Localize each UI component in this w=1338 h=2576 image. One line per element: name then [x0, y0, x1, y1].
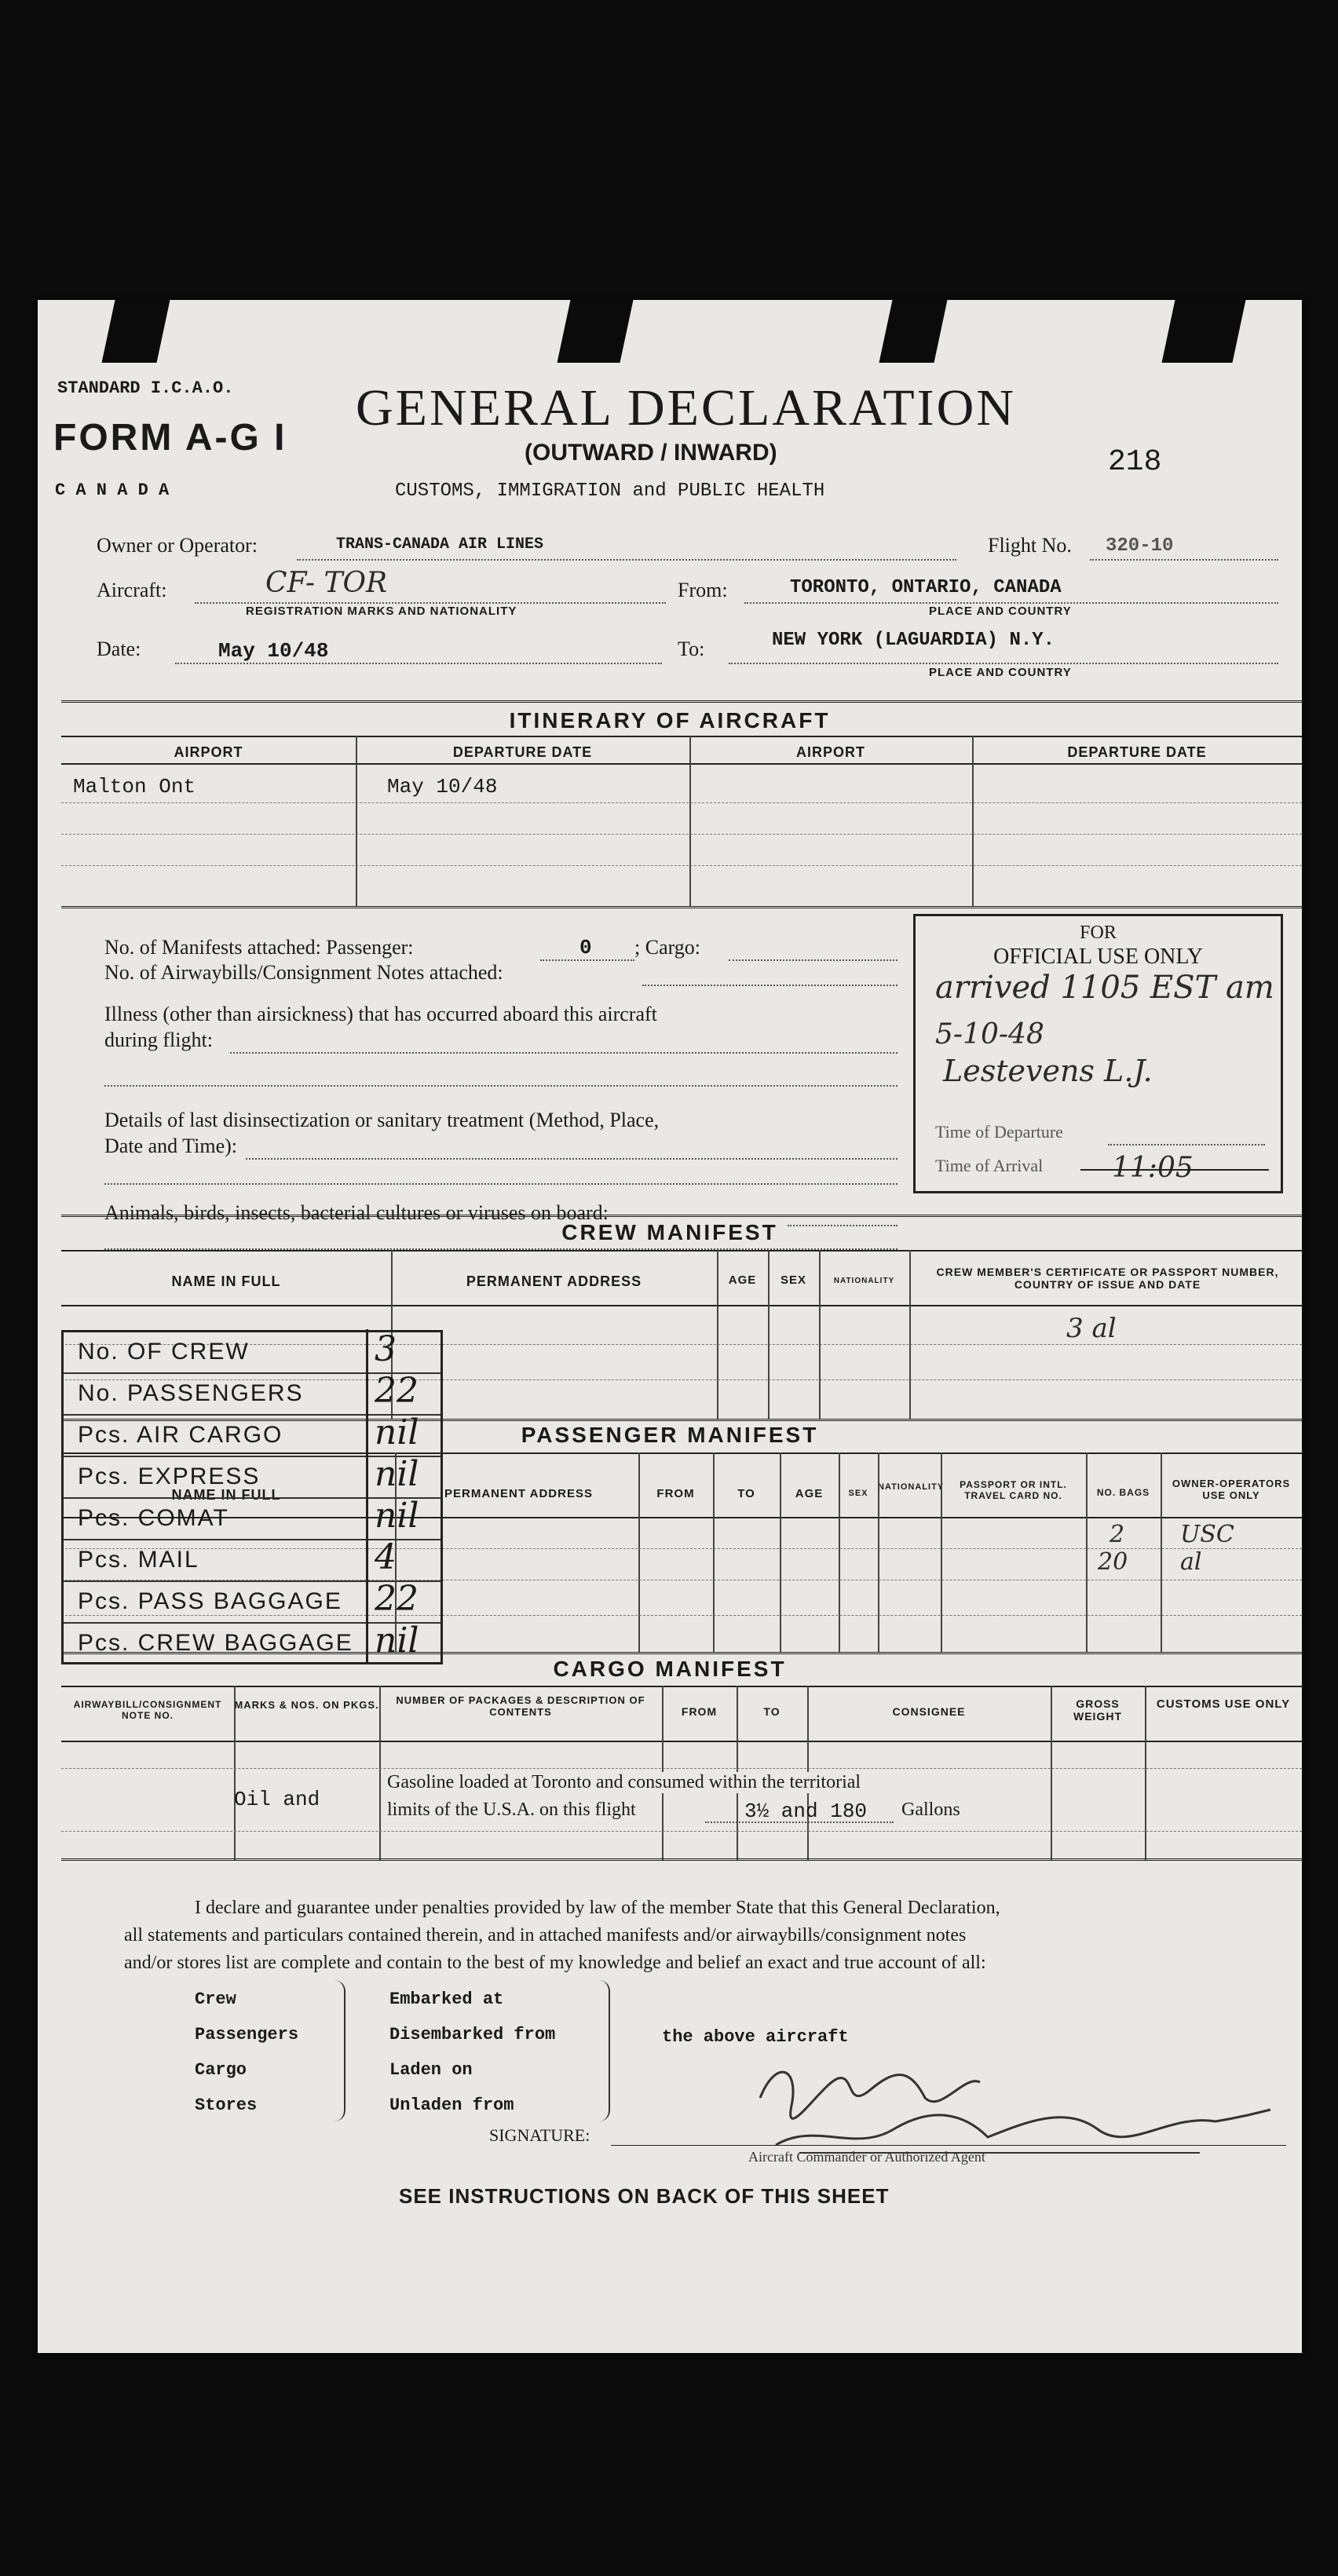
page-title: GENERAL DECLARATION	[356, 379, 1016, 437]
column-divider	[941, 1452, 942, 1653]
declaration-line-3: and/or stores list are complete and contain to the best of my knowledge and belief an exact and true account of all:	[124, 1953, 986, 1973]
cargo-manifest-title: CARGO MANIFEST	[553, 1657, 787, 1681]
stamp-value: nil	[366, 1454, 437, 1496]
crew-header-sex: SEX	[780, 1273, 806, 1287]
column-divider	[1051, 1686, 1052, 1860]
stamp-row	[64, 1329, 441, 1374]
declaration-crew: Crew	[195, 1990, 236, 2009]
aircraft-label: Aircraft:	[97, 579, 167, 601]
illness-label: Illness (other than airsickness) that has occurred aboard this aircraft	[104, 1003, 657, 1025]
departure-time-label: Time of Departure	[935, 1122, 1063, 1142]
signature-label: SIGNATURE:	[489, 2125, 590, 2145]
declaration-disembarked: Disembarked from	[389, 2025, 556, 2044]
cargo-header-gross-weight: GROSS WEIGHT	[1073, 1697, 1122, 1723]
cargo-oil-and: Oil and	[234, 1788, 320, 1811]
column-divider	[1086, 1452, 1088, 1653]
crew-manifest-title: CREW MANIFEST	[561, 1220, 778, 1244]
passenger-owner-2: al	[1180, 1548, 1202, 1576]
stamp-value: 4	[366, 1537, 437, 1580]
column-divider	[379, 1686, 381, 1860]
cargo-header-from: FROM	[681, 1705, 718, 1718]
count-stamp	[61, 1330, 443, 1664]
to-value: NEW YORK (LAGUARDIA) N.Y.	[772, 630, 1055, 651]
declaration-col-2	[389, 1982, 555, 2123]
stamp-value: nil	[366, 1412, 437, 1455]
owner-value: TRANS-CANADA AIR LINES	[336, 535, 544, 554]
column-divider	[839, 1452, 840, 1653]
place-caption: PLACE AND COUNTRY	[929, 605, 1072, 618]
official-handwriting-date: 5-10-48	[935, 1018, 1044, 1050]
column-divider	[356, 736, 357, 907]
cargo-header-airwaybill: AIRWAYBILL/CONSIGNMENT NOTE NO.	[73, 1699, 222, 1721]
signature-scrawl	[729, 2035, 1278, 2161]
declaration-above-aircraft: the above aircraft	[662, 2027, 849, 2047]
cargo-header-description: NUMBER OF PACKAGES & DESCRIPTION OF CONTENTS	[396, 1694, 645, 1718]
row-line	[61, 1768, 1302, 1769]
fill-line	[705, 1821, 894, 1823]
page-subtitle: (OUTWARD / INWARD)	[525, 440, 777, 466]
manifests-passenger-value: 0	[579, 936, 592, 959]
cargo-header-customs: CUSTOMS USE ONLY	[1156, 1697, 1291, 1711]
passenger-header-address: PERMANENT ADDRESS	[444, 1487, 593, 1500]
stamp-row	[64, 1496, 441, 1540]
column-divider	[234, 1686, 236, 1860]
passenger-bags-2: 20	[1098, 1548, 1128, 1576]
fill-line	[642, 985, 897, 986]
bracket	[599, 1980, 610, 2121]
itinerary-header-airport: AIRPORT	[174, 744, 243, 760]
rule	[61, 1250, 1302, 1251]
registration-caption: REGISTRATION MARKS AND NATIONALITY	[246, 605, 517, 618]
cargo-header-marks: MARKS & NOS. ON PKGS.	[234, 1699, 379, 1711]
passenger-header-name: NAME IN FULL	[171, 1487, 281, 1503]
airwaybills-label: No. of Airwaybills/Consignment Notes attached:	[104, 961, 503, 984]
stamp-label: Pcs. COMAT	[78, 1505, 229, 1531]
stamp-value: nil	[366, 1621, 437, 1663]
fill-line	[1080, 1169, 1269, 1171]
rule	[61, 1652, 1302, 1654]
owner-label: Owner or Operator:	[97, 534, 258, 557]
column-divider	[878, 1452, 879, 1653]
official-handwriting-arrived: arrived 1105 EST am	[935, 970, 1274, 1006]
column-divider	[717, 1250, 718, 1419]
stamp-label: Pcs. AIR CARGO	[78, 1422, 283, 1448]
column-divider	[638, 1452, 640, 1653]
arrival-time-value: 11:05	[1112, 1152, 1194, 1184]
declaration-embarked: Embarked at	[389, 1990, 504, 2009]
declaration-form	[38, 300, 1302, 2353]
animals-label: Animals, birds, insects, bacterial cultures or viruses on board:	[104, 1201, 609, 1224]
aircraft-value: CF- TOR	[265, 567, 388, 599]
stamp-row	[64, 1537, 441, 1582]
rule	[61, 736, 1302, 737]
stamp-value: nil	[366, 1496, 437, 1538]
passenger-header-to: TO	[737, 1487, 755, 1500]
column-divider	[1161, 1452, 1162, 1653]
itinerary-header-departure-2: DEPARTURE DATE	[1067, 744, 1207, 760]
instructions-footer: SEE INSTRUCTIONS ON BACK OF THIS SHEET	[399, 2184, 890, 2208]
declaration-cargo: Cargo	[195, 2060, 247, 2080]
passenger-bags-1: 2	[1110, 1521, 1125, 1548]
from-value: TORONTO, ONTARIO, CANADA	[790, 577, 1062, 598]
passenger-header-owner: OWNER-OPERATORS USE ONLY	[1172, 1478, 1291, 1501]
passenger-header-passport: PASSPORT OR INTL. TRAVEL CARD NO.	[960, 1479, 1067, 1501]
row-line	[61, 834, 1302, 835]
punch-hole	[101, 300, 170, 363]
declaration-line-1: I declare and guarantee under penalties provided by law of the member State that this General Declaration,	[195, 1898, 1000, 1918]
document-number: 218	[1108, 445, 1162, 479]
passenger-manifest-title: PASSENGER MANIFEST	[521, 1423, 819, 1447]
stamp-row	[64, 1579, 441, 1624]
passenger-header-age: AGE	[795, 1487, 824, 1500]
date-label: Date:	[97, 638, 141, 660]
flight-line	[1090, 559, 1278, 561]
punch-hole	[879, 300, 947, 363]
itinerary-header-departure: DEPARTURE DATE	[452, 744, 593, 760]
crew-header-address: PERMANENT ADDRESS	[466, 1273, 642, 1289]
crew-header-age: AGE	[728, 1273, 757, 1287]
declaration-col-1	[195, 1982, 298, 2123]
flight-value: 320-10	[1106, 535, 1174, 557]
from-label: From:	[678, 579, 728, 601]
fill-line	[1108, 1144, 1265, 1145]
declaration-line-2: all statements and particulars contained therein, and in attached manifests and/or airwaybills/consignment notes	[124, 1925, 967, 1946]
row-line	[61, 865, 1302, 866]
cargo-gasoline-line-2: limits of the U.S.A. on this flight	[387, 1800, 636, 1820]
standard-label: STANDARD I.C.A.O.	[57, 378, 234, 398]
stamp-label: Pcs. EXPRESS	[78, 1463, 261, 1489]
rule	[61, 906, 1302, 908]
itinerary-departure-1: May 10/48	[387, 775, 498, 798]
itinerary-header-airport-2: AIRPORT	[796, 744, 865, 760]
passenger-header-nationality: NATIONALITY	[878, 1482, 945, 1492]
column-divider	[819, 1250, 821, 1419]
stamp-value: 22	[366, 1371, 437, 1413]
fill-line	[104, 1085, 897, 1087]
form-number: FORM A-G I	[53, 417, 287, 459]
rule	[61, 1858, 1302, 1861]
column-divider	[768, 1250, 770, 1419]
rule	[61, 1741, 1302, 1742]
bracket	[334, 1980, 345, 2121]
punch-hole	[557, 300, 633, 363]
column-divider	[972, 736, 974, 907]
flight-label: Flight No.	[988, 534, 1072, 557]
row-line	[61, 802, 1302, 803]
stamp-label: Pcs. PASS BAGGAGE	[78, 1588, 342, 1614]
passenger-owner-1: USC	[1180, 1521, 1234, 1548]
during-flight-label: during flight:	[104, 1029, 213, 1051]
declaration-unladen: Unladen from	[389, 2096, 514, 2115]
column-divider	[713, 1452, 715, 1653]
rule	[61, 1686, 1302, 1687]
rule	[61, 1215, 1302, 1217]
official-for: FOR	[1080, 923, 1117, 943]
rule	[61, 763, 1302, 765]
column-divider	[1145, 1686, 1146, 1860]
itinerary-airport-1: Malton Ont	[73, 775, 196, 798]
crew-header-certificate: CREW MEMBER'S CERTIFICATE OR PASSPORT NUMBER, COUNTRY OF ISSUE AND DATE	[936, 1266, 1279, 1291]
column-divider	[780, 1452, 781, 1653]
cargo-header-to: TO	[763, 1705, 780, 1718]
crew-header-name: NAME IN FULL	[171, 1273, 281, 1289]
fill-line	[230, 1052, 897, 1054]
cargo-gallons-label: Gallons	[901, 1800, 960, 1820]
cargo-gasoline-line-1: Gasoline loaded at Toronto and consumed within the territorial	[387, 1772, 861, 1792]
declaration-stores: Stores	[195, 2096, 258, 2115]
date-value: May 10/48	[218, 639, 329, 663]
stamp-row	[64, 1371, 441, 1416]
rule	[61, 1305, 1302, 1306]
stamp-row	[64, 1412, 441, 1457]
crew-header-nationality: NATIONALITY	[833, 1277, 895, 1285]
column-divider	[909, 1250, 911, 1419]
passenger-header-bags: NO. BAGS	[1096, 1487, 1150, 1498]
itinerary-title: ITINERARY OF AIRCRAFT	[509, 708, 831, 733]
passenger-header-sex: SEX	[848, 1489, 868, 1498]
place-caption-2: PLACE AND COUNTRY	[929, 666, 1072, 679]
cargo-header-consignee: CONSIGNEE	[892, 1705, 966, 1718]
passenger-header-from: FROM	[656, 1487, 695, 1500]
stamp-label: Pcs. MAIL	[78, 1547, 199, 1573]
cargo-label: ; Cargo:	[634, 936, 701, 959]
stamp-value: 3	[366, 1329, 437, 1372]
crew-hand-note: 3 al	[1066, 1313, 1117, 1344]
disinsect-label: Details of last disinsectization or sanitary treatment (Method, Place,	[104, 1109, 660, 1131]
punch-hole	[1161, 300, 1245, 363]
arrival-time-label: Time of Arrival	[935, 1156, 1044, 1175]
country-label: C A N A D A	[55, 480, 170, 500]
aircraft-line	[195, 602, 666, 604]
stamp-row	[64, 1454, 441, 1499]
rule	[61, 700, 1302, 703]
fill-line	[540, 959, 634, 961]
official-handwriting-signature: Lestevens L.J.	[943, 1054, 1153, 1088]
stamp-label: Pcs. CREW BAGGAGE	[78, 1630, 353, 1656]
column-divider	[689, 736, 691, 907]
row-line	[61, 1831, 1302, 1832]
fill-line	[729, 959, 897, 961]
date-line	[175, 663, 662, 664]
stamp-label: No. PASSENGERS	[78, 1380, 304, 1406]
to-label: To:	[678, 638, 705, 660]
manifests-label: No. of Manifests attached: Passenger:	[104, 936, 414, 959]
fill-line	[246, 1158, 897, 1160]
official-use-box	[913, 914, 1283, 1193]
official-title: OFFICIAL USE ONLY	[993, 945, 1203, 969]
cargo-gallons-value: 3½ and 180	[744, 1800, 868, 1823]
stamp-value: 22	[366, 1579, 437, 1621]
fill-line	[104, 1183, 897, 1185]
stamp-label: No. OF CREW	[78, 1339, 250, 1365]
declaration-laden: Laden on	[389, 2060, 473, 2080]
signature-caption: Aircraft Commander or Authorized Agent	[748, 2149, 985, 2165]
owner-line	[297, 559, 956, 561]
from-line	[744, 602, 1278, 604]
customs-line: CUSTOMS, IMMIGRATION and PUBLIC HEALTH	[395, 480, 825, 502]
to-line	[729, 663, 1278, 664]
declaration-passengers: Passengers	[195, 2025, 299, 2044]
date-time-label: Date and Time):	[104, 1135, 237, 1157]
